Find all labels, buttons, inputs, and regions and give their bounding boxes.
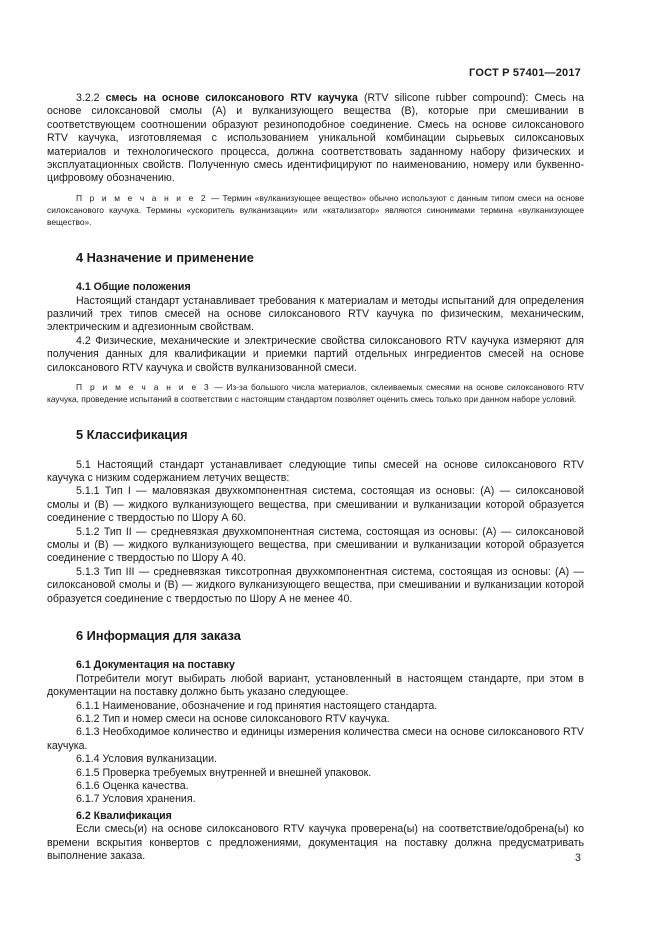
paragraph-5-1: 5.1 Настоящий стандарт устанавливает следующие типы смесей на основе силоксанового RTV каучука с низким содержанием летучих веществ: bbox=[47, 458, 584, 484]
note-label: П р и м е ч а н и е 2 bbox=[76, 192, 208, 203]
document-id-header: ГОСТ Р 57401—2017 bbox=[469, 67, 581, 79]
paragraph-5-1-2: 5.1.2 Тип II — средневязкая двухкомпонентная система, состоящая из основы: (А) — силоксановой смолы и (В) — жидкого вулканизующего вещества, при смешивании и вулканизации которой образуется соединение с твердостью по Шору А 40. bbox=[47, 525, 584, 565]
paragraph-3-2-2 bbox=[47, 92, 584, 186]
subsection-6-1-heading: 6.1 Документация на поставку bbox=[76, 659, 235, 672]
page-body bbox=[47, 92, 584, 863]
paragraph-6-2: Если смесь(и) на основе силоксанового RTV каучука проверена(ы) на соответствие/одобрена(ы) ко времени вскрытия конвертов с предложениями, документация на поставку должна предусматривать выполнение заказа. bbox=[47, 823, 584, 863]
note-2 bbox=[47, 192, 584, 228]
section-6-heading: 6 Информация для заказа bbox=[76, 627, 241, 643]
note-text: — Термин «вулканизующее вещество» обычно используют с данным типом смеси на основе силоксанового каучука. Термины «ускоритель вулканизации» или «катализатор» являются синонимами термина «вулканизующее вещество». bbox=[47, 192, 585, 227]
clause-number: 3.2.2 bbox=[76, 92, 100, 104]
list-item-6-1-7: 6.1.7 Условия хранения. bbox=[76, 793, 196, 806]
paragraph-5-1-1: 5.1.1 Тип I — маловязкая двухкомпонентная система, состоящая из основы: (А) — силоксановой смолы и (В) — жидкого вулканизующего вещества, при смешивании и вулканизации которой образуется соединение с твердостью по Шору А 60. bbox=[47, 485, 584, 525]
note-text: — Из-за большого числа материалов, склеиваемых смесями на основе силоксанового RTV каучука, проведение испытаний в соответствии с настоящим стандартом позволяет оценить смесь только при данном наборе условий. bbox=[47, 382, 584, 405]
note-label: П р и м е ч а н и е 3 bbox=[76, 382, 211, 393]
list-item-6-1-6: 6.1.6 Оценка качества. bbox=[76, 780, 189, 793]
list-item-6-1-3: 6.1.3 Необходимое количество и единицы измерения количества смеси на основе силоксанового RTV каучука. bbox=[47, 726, 584, 752]
list-item-6-1-2: 6.1.2 Тип и номер смеси на основе силоксанового RTV каучука. bbox=[76, 713, 390, 725]
list-item-6-1-1: 6.1.1 Наименование, обозначение и год принятия настоящего стандарта. bbox=[76, 699, 438, 712]
section-5-heading: 5 Классификация bbox=[76, 427, 188, 443]
term-definition: (RTV silicone rubber compound): Смесь на основе силоксановой смолы (А) и вулканизующего вещества (В), которые при смешивании в соответствующем соотношении образуют резиноподобное соединение. Смесь на основе силоксанового RTV каучука, изготовляемая с использованием уникальной комбинации сырьевых силоксановых материалов и технологического процесса, должна соответствовать заданному набору физических и эксплуатационных свойств. Полученную смесь идентифицируют по наименованию, номеру или буквенно-цифровому обозначению. bbox=[47, 92, 584, 185]
note-3 bbox=[47, 381, 584, 405]
subsection-4-1-heading: 4.1 Общие положения bbox=[76, 281, 191, 294]
page-number: 3 bbox=[575, 852, 581, 864]
list-item-6-1-4: 6.1.4 Условия вулканизации. bbox=[76, 753, 218, 766]
term-title: смесь на основе силоксанового RTV каучука bbox=[105, 92, 358, 104]
paragraph-6-1: Потребители могут выбирать любой вариант, установленный в настоящем стандарте, при этом в документации на поставку должно быть указано следующее. bbox=[47, 672, 584, 699]
paragraph-4-1: Настоящий стандарт устанавливает требования к материалам и методы испытаний для определения различий трех типов смесей на основе силоксанового RTV каучука по физическим, механическим, электрическим и адгезионным свойствам. bbox=[47, 294, 584, 334]
paragraph-4-2: 4.2 Физические, механические и электрические свойства силоксанового RTV каучука измеряют для получения данных для квалификации и приемки партий отдельных ингредиентов смесей на основе силоксанового RTV каучука и свойств вулканизованной смеси. bbox=[47, 334, 584, 374]
paragraph-5-1-3: 5.1.3 Тип III — средневязкая тиксотропная двухкомпонентная система, состоящая из основы: (А) — силоксановой смолы и (В) — жидкого вулканизующего вещества, при смешивании и вулканизации которой образуется соединение с твердостью по Шору А не менее 40. bbox=[47, 565, 584, 605]
section-4-heading: 4 Назначение и применение bbox=[76, 249, 254, 265]
list-item-6-1-5: 6.1.5 Проверка требуемых внутренней и внешней упаковок. bbox=[76, 766, 372, 779]
subsection-6-2-heading: 6.2 Квалификация bbox=[76, 809, 172, 822]
